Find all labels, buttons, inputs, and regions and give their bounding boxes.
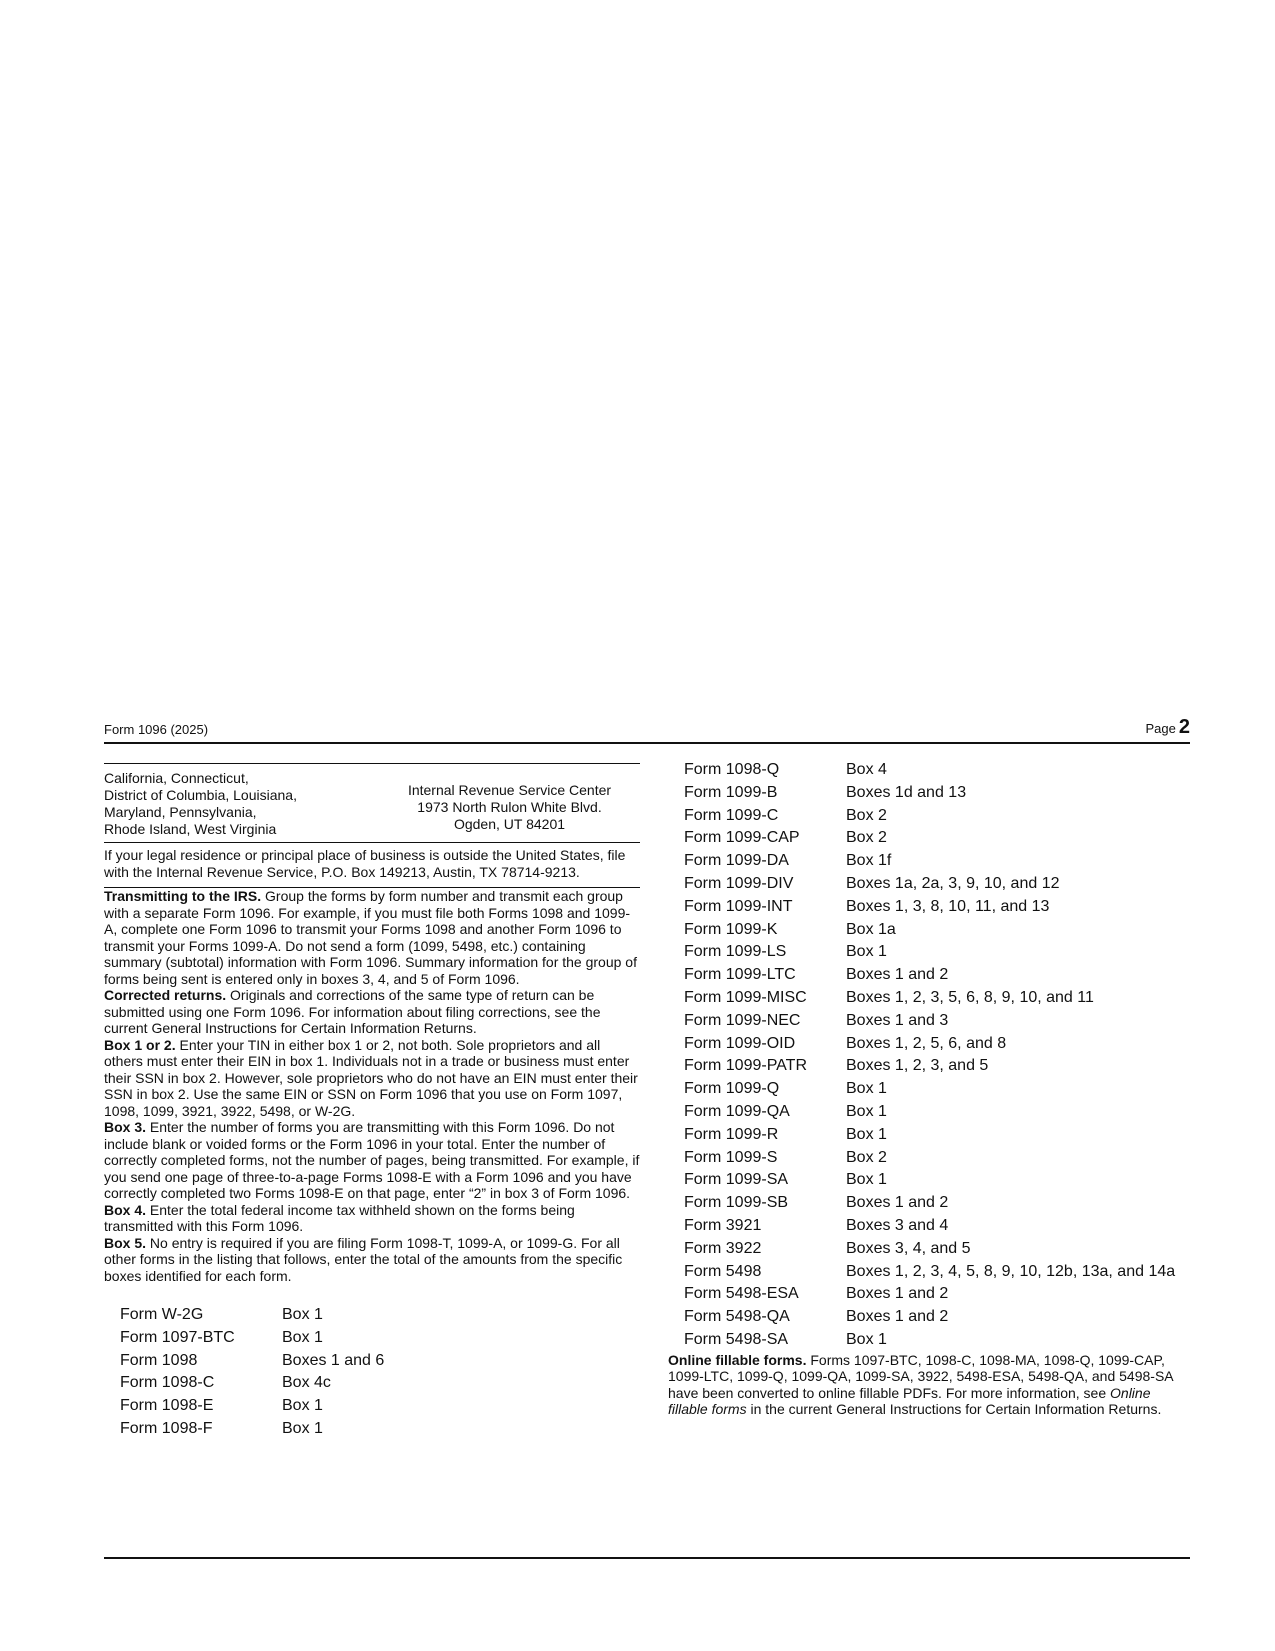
box-cell: Boxes 1a, 2a, 3, 9, 10, and 12 <box>846 874 1060 892</box>
box-cell: Boxes 1, 2, 3, 4, 5, 8, 9, 10, 12b, 13a, and 14a <box>846 1262 1176 1280</box>
section-heading: Transmitting to the IRS. <box>104 888 262 904</box>
table-row <box>684 1101 1175 1124</box>
box-cell: Box 1 <box>846 1330 887 1348</box>
form-name-cell: Form 1099-QA <box>684 1102 790 1120</box>
section-heading: Box 1 or 2. <box>104 1036 176 1053</box>
table-row <box>684 759 1175 782</box>
form-name-cell: Form 1099-K <box>684 920 778 938</box>
form-name-cell: Form 1099-PATR <box>684 1057 807 1075</box>
box-cell: Boxes 1 and 2 <box>846 1285 949 1303</box>
form-name-cell: Form 1099-NEC <box>684 1011 801 1029</box>
box-cell: Box 2 <box>846 829 887 847</box>
form-name-cell: Form 1099-R <box>684 1125 779 1143</box>
form-name-cell: Form 1099-B <box>684 783 778 801</box>
table-row <box>684 1147 1175 1170</box>
form-name-cell: Form 5498-ESA <box>684 1285 799 1303</box>
table-row <box>684 1033 1175 1056</box>
form-name-cell: Form 5498-QA <box>684 1308 790 1326</box>
table-row <box>120 1304 384 1327</box>
form-name-cell: Form 1099-CAP <box>684 829 800 847</box>
table-row <box>684 941 1175 964</box>
form-identifier: Form 1096 (2025) <box>104 722 209 737</box>
box-cell: Boxes 1 and 2 <box>846 966 949 984</box>
box-cell: Boxes 3, 4, and 5 <box>846 1239 971 1257</box>
box-cell: Boxes 1d and 13 <box>846 783 967 801</box>
section-heading: Corrected returns. <box>104 987 227 1003</box>
section-heading: Box 3. <box>104 1119 147 1135</box>
page-number: 2 <box>1178 716 1190 738</box>
states-line: Maryland, Pennsylvania, <box>104 804 257 820</box>
section-box-1-or-2 <box>104 1037 640 1120</box>
form-name-cell: Form 1099-S <box>684 1148 778 1166</box>
table-row <box>684 1306 1175 1329</box>
form-name-cell: Form 1097-BTC <box>120 1328 235 1346</box>
table-row <box>684 1238 1175 1261</box>
table-row <box>684 1329 1175 1352</box>
form-name-cell: Form 1098 <box>120 1351 198 1369</box>
form-name-cell: Form 1099-DIV <box>684 874 794 892</box>
form-name-cell: Form 1098-Q <box>684 761 780 778</box>
box-cell: Box 2 <box>846 806 887 824</box>
section-text: in the current General Instructions for Certain Information Returns. <box>746 1401 1162 1418</box>
form-name-cell: Form 1099-INT <box>684 897 793 915</box>
table-row <box>684 1010 1175 1033</box>
right-column <box>668 763 1190 1418</box>
section-box-3 <box>104 1119 640 1202</box>
section-heading: Box 5. <box>104 1234 147 1251</box>
box-cell: Box 1 <box>846 1102 887 1120</box>
table-row <box>120 1418 384 1441</box>
address-block <box>104 763 640 843</box>
section-text: Forms 1097-BTC, 1098-C, 1098-MA, 1098-Q, 1099-CAP, 1099-LTC, 1099-Q, 1099-QA, 1099-SA, 3922, 5498-ESA, 5498-QA, and 5498-SA have been converted to online fillable PDFs. For more information, see <box>668 1351 1173 1401</box>
box-cell: Boxes 1, 2, 3, and 5 <box>846 1057 989 1075</box>
table-row <box>684 1055 1175 1078</box>
table-row <box>684 850 1175 873</box>
form-name-cell: Form 1099-SA <box>684 1171 789 1189</box>
box-cell: Box 4 <box>846 761 887 778</box>
box-cell: Box 1a <box>846 920 896 938</box>
box-cell: Box 1 <box>282 1306 323 1323</box>
page-label: Page <box>1145 721 1176 736</box>
section-corrected-returns <box>104 987 640 1037</box>
table-row <box>120 1350 384 1373</box>
states-list <box>104 770 379 838</box>
outside-us-instructions: If your legal residence or principal place of business is outside the United States, file with the Internal Revenue Service, P.O. Box 149213, Austin, TX 78714-9213. <box>104 843 640 888</box>
section-text: Enter the total federal income tax withheld shown on the forms being transmitted with this Form 1096. <box>104 1201 575 1234</box>
left-column <box>104 763 640 1441</box>
box-cell: Boxes 1 and 3 <box>846 1011 949 1029</box>
table-row <box>684 805 1175 828</box>
table-row <box>120 1327 384 1350</box>
box-cell: Boxes 1, 2, 5, 6, and 8 <box>846 1034 1007 1052</box>
table-row <box>684 1124 1175 1147</box>
irs-center-address <box>379 770 640 838</box>
table-row <box>684 1215 1175 1238</box>
box-cell: Box 4c <box>282 1374 331 1392</box>
box-cell: Box 1 <box>846 1080 887 1098</box>
table-row <box>684 1192 1175 1215</box>
form-name-cell: Form 1099-MISC <box>684 988 807 1006</box>
form-name-cell: Form 1098-E <box>120 1397 214 1415</box>
form-name-cell: Form 5498 <box>684 1262 762 1280</box>
form-box-table-left <box>120 1304 384 1441</box>
section-text: Originals and corrections of the same type of return can be submitted using one Form 1096. For information about filing corrections, see the current General Instructions for Certain Information Returns. <box>104 987 601 1036</box>
box-cell: Boxes 3 and 4 <box>846 1216 949 1234</box>
table-row <box>684 1261 1175 1284</box>
table-row <box>684 896 1175 919</box>
box-cell: Boxes 1 and 6 <box>282 1351 385 1369</box>
page-number-label <box>1146 716 1191 739</box>
section-heading: Box 4. <box>104 1201 147 1218</box>
box-cell: Box 1 <box>282 1419 323 1437</box>
section-text: Enter your TIN in either box 1 or 2, not both. Sole proprietors and all others must enter their EIN in box 1. Individuals not in a trade or business must enter their SSN in box 2. However, sole proprietors who do not have an EIN must enter their SSN in box 2. Use the same EIN or SSN on Form 1096 that you use on Form 1097, 1098, 1099, 3921, 3922, 5498, or W-2G. <box>104 1036 638 1119</box>
box-cell: Boxes 1 and 2 <box>846 1308 949 1326</box>
form-name-cell: Form 1099-OID <box>684 1034 796 1052</box>
table-row <box>684 782 1175 805</box>
table-row <box>120 1395 384 1418</box>
table-row <box>120 1372 384 1395</box>
box-cell: Boxes 1 and 2 <box>846 1194 949 1212</box>
box-cell: Box 1 <box>846 1171 887 1189</box>
address-line: Ogden, UT 84201 <box>453 816 566 832</box>
section-text: Group the forms by form number and transmit each group with a separate Form 1096. For example, if you must file both Forms 1098 and 1099-A, complete one Form 1096 to transmit your Forms 1098 and another Form 1096 to transmit your Forms 1099-A. Do not send a form (1099, 5498, etc.) containing summary (subtotal) information with Form 1096. Summary information for the group of forms being sent is entered only in boxes 3, 4, and 5 of Form 1096. <box>104 888 637 987</box>
box-cell: Boxes 1, 3, 8, 10, 11, and 13 <box>846 897 1050 915</box>
form-name-cell: Form W-2G <box>120 1306 204 1323</box>
form-name-cell: Form 3921 <box>684 1216 762 1234</box>
form-name-cell: Form 3922 <box>684 1239 762 1257</box>
states-line: Rhode Island, West Virginia <box>104 821 277 837</box>
table-row <box>684 1078 1175 1101</box>
table-row <box>684 873 1175 896</box>
footer-divider <box>104 1557 1190 1559</box>
address-line: 1973 North Rulon White Blvd. <box>417 799 602 815</box>
section-text: No entry is required if you are filing Form 1098-T, 1099-A, or 1099-G. For all other forms in the listing that follows, enter the total of the amounts from the specific boxes identified for each form. <box>104 1234 623 1284</box>
form-name-cell: Form 1099-LS <box>684 943 787 961</box>
table-row <box>684 1169 1175 1192</box>
table-row <box>684 964 1175 987</box>
table-row <box>684 1283 1175 1306</box>
italic-reference: Online fillable forms <box>668 1384 1151 1418</box>
form-name-cell: Form 1099-LTC <box>684 966 796 984</box>
form-name-cell: Form 1099-SB <box>684 1194 789 1212</box>
section-box-5 <box>104 1235 640 1285</box>
online-fillable-forms <box>668 1352 1190 1418</box>
section-box-4 <box>104 1202 640 1235</box>
box-cell: Box 1 <box>282 1328 323 1346</box>
box-cell: Boxes 1, 2, 3, 5, 6, 8, 9, 10, and 11 <box>846 988 1094 1006</box>
form-name-cell: Form 1098-F <box>120 1419 213 1437</box>
box-cell: Box 1 <box>282 1397 323 1415</box>
form-name-cell: Form 1099-DA <box>684 852 789 870</box>
box-cell: Box 1 <box>846 943 887 961</box>
box-cell: Box 2 <box>846 1148 887 1166</box>
section-heading: Online fillable forms. <box>668 1351 807 1368</box>
form-box-table-right <box>684 759 1175 1352</box>
box-cell: Box 1f <box>846 852 892 870</box>
table-row <box>684 919 1175 942</box>
form-name-cell: Form 1099-C <box>684 806 779 824</box>
form-name-cell: Form 1098-C <box>120 1374 215 1392</box>
address-line: Internal Revenue Service Center <box>407 782 612 798</box>
table-row <box>684 987 1175 1010</box>
form-name-cell: Form 5498-SA <box>684 1330 789 1348</box>
section-transmitting <box>104 888 640 987</box>
page-header <box>104 716 1190 744</box>
form-name-cell: Form 1099-Q <box>684 1080 780 1098</box>
states-line: California, Connecticut, <box>104 770 249 786</box>
box-cell: Box 1 <box>846 1125 887 1143</box>
table-row <box>684 827 1175 850</box>
states-line: District of Columbia, Louisiana, <box>104 787 297 803</box>
section-text: Enter the number of forms you are transmitting with this Form 1096. Do not include blank or voided forms or the Form 1096 in your total. Enter the number of correctly completed forms, not the number of pages, being transmitted. For example, if you send one page of three-to-a-page Forms 1098-E with a Form 1096 and you have correctly completed two Forms 1098-E on that page, enter “2” in box 3 of Form 1096. <box>104 1119 640 1201</box>
